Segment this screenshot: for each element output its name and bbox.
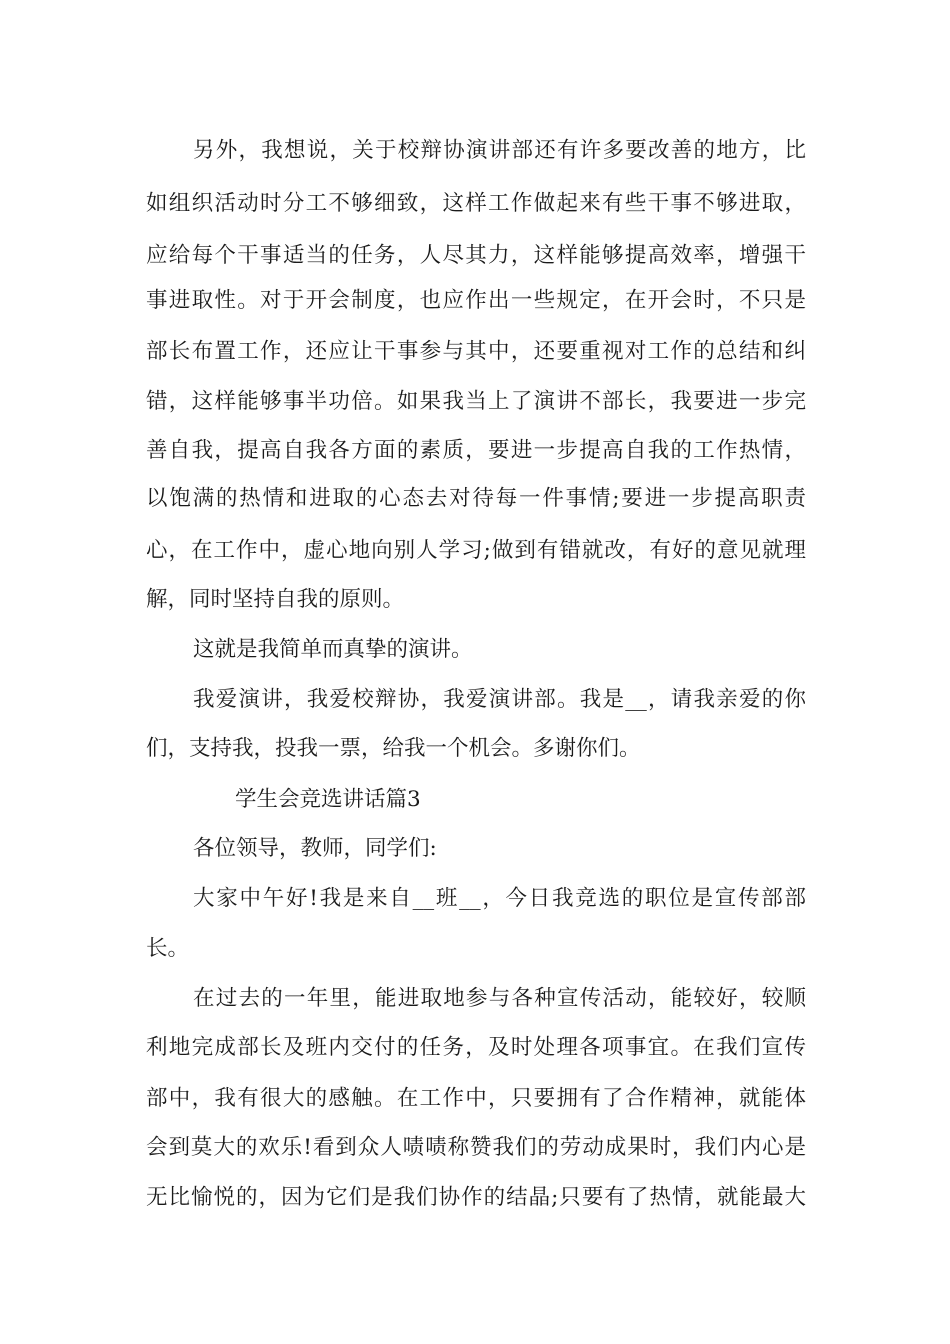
paragraph-1-line-8: 以饱满的热情和进取的心态去对待每一件事情;要进一步提高职责 xyxy=(146,486,806,511)
paragraph-1-line-5: 部长布置工作，还应让干事参与其中，还要重视对工作的总结和纠 xyxy=(146,339,806,364)
paragraph-3-line-2: 们，支持我，投我一票，给我一个机会。多谢你们。 xyxy=(146,736,641,761)
paragraph-6-line-5: 无比愉悦的，因为它们是我们协作的结晶;只要有了热情，就能最大 xyxy=(146,1185,806,1210)
paragraph-1-line-10: 解，同时坚持自我的原则。 xyxy=(146,587,405,612)
section-heading: 学生会竞选讲话篇3 xyxy=(235,787,421,812)
paragraph-6-line-1: 在过去的一年里，能进取地参与各种宣传活动，能较好，较顺 xyxy=(193,986,806,1011)
paragraph-5-line-2: 长。 xyxy=(146,936,190,961)
paragraph-2-line-1: 这就是我简单而真挚的演讲。 xyxy=(193,637,473,662)
paragraph-5-line-1: 大家中午好!我是来自__班__，今日我竞选的职位是宣传部部 xyxy=(193,886,806,911)
paragraph-6-line-3: 部中，我有很大的感触。在工作中，只要拥有了合作精神，就能体 xyxy=(146,1086,806,1111)
salutation: 各位领导，教师，同学们: xyxy=(193,836,437,861)
paragraph-1-line-9: 心，在工作中，虚心地向别人学习;做到有错就改，有好的意见就理 xyxy=(146,538,806,563)
paragraph-1-line-7: 善自我，提高自我各方面的素质，要进一步提高自我的工作热情， xyxy=(146,438,806,463)
paragraph-1-line-6: 错，这样能够事半功倍。如果我当上了演讲不部长，我要进一步完 xyxy=(146,389,806,414)
paragraph-1-line-2: 如组织活动时分工不够细致，这样工作做起来有些干事不够进取， xyxy=(146,191,806,216)
paragraph-3-line-1: 我爱演讲，我爱校辩协，我爱演讲部。我是__，请我亲爱的你 xyxy=(193,687,806,712)
paragraph-6-line-2: 利地完成部长及班内交付的任务，及时处理各项事宜。在我们宣传 xyxy=(146,1035,806,1060)
paragraph-1-line-4: 事进取性。对于开会制度，也应作出一些规定，在开会时，不只是 xyxy=(146,288,806,313)
paragraph-1-line-3: 应给每个干事适当的任务，人尽其力，这样能够提高效率，增强干 xyxy=(146,243,806,268)
paragraph-6-line-4: 会到莫大的欢乐!看到众人啧啧称赞我们的劳动成果时，我们内心是 xyxy=(146,1135,806,1160)
paragraph-1-line-1: 另外，我想说，关于校辩协演讲部还有许多要改善的地方，比 xyxy=(193,138,806,163)
